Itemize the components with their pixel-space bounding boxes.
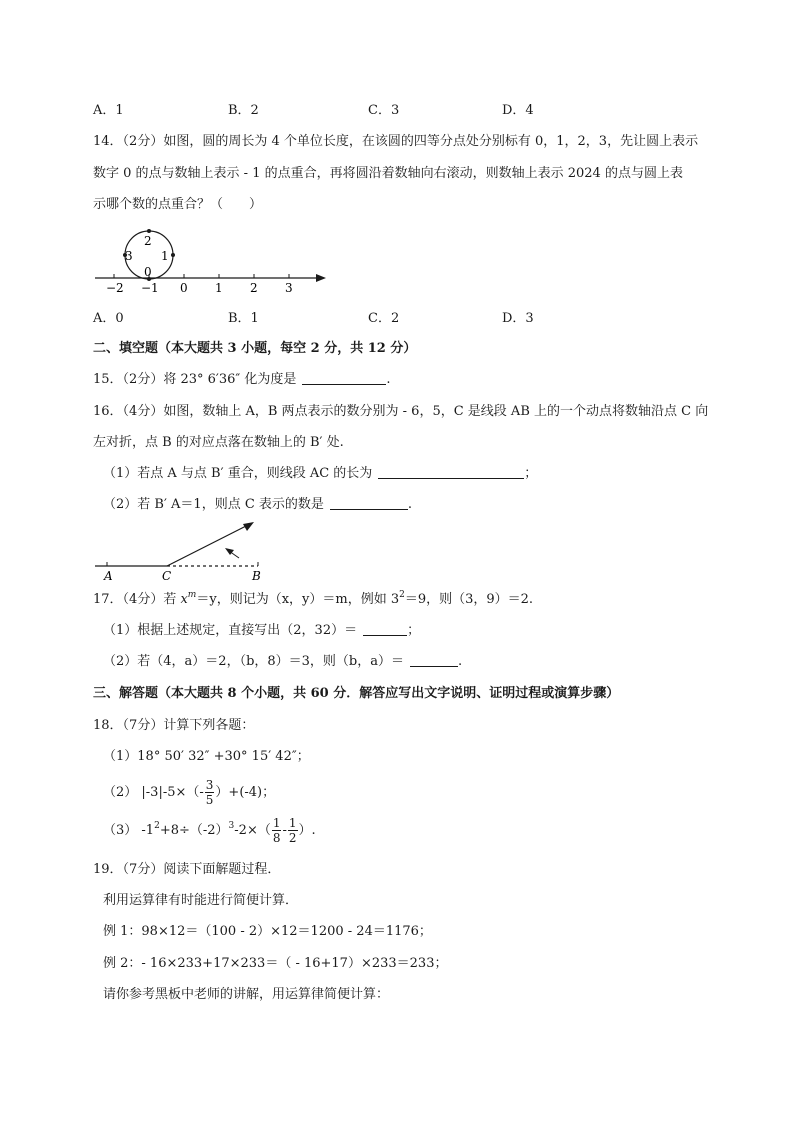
circle-label-0: 0	[144, 265, 152, 279]
q17-sub1-answer-blank[interactable]	[363, 623, 407, 636]
tick-label-2: 2	[250, 281, 258, 295]
q19-title: 19．（7分）阅读下面解题过程．	[93, 862, 281, 877]
q19-example-1: 例 1：98×12＝（100 - 2）×12＝1200 - 24＝1176；	[103, 924, 432, 939]
q17-sub-2: （2）若（4，a）＝2，（b，8）＝3，则（b，a）＝ .	[103, 654, 463, 669]
q14-line-2: 数字 0 的点与数轴上表示 - 1 的点重合，再将圆沿着数轴向右滚动，则数轴上表示 2024 的点与圆上表	[93, 166, 683, 181]
fraction-1-8: $\frac{1}{8}$	[272, 816, 281, 845]
q15-text: 15．（2分）将 23° 6′36″ 化为度是	[93, 372, 297, 387]
q16-sub2-answer-blank[interactable]	[330, 497, 408, 510]
fig-label-b: B	[252, 569, 261, 583]
q13-option-d: D．4	[502, 103, 534, 118]
q19-instruction: 请你参考黑板中老师的讲解，用运算律简便计算：	[103, 987, 390, 1002]
q18-sub-1: （1）18° 50′ 32″ +30° 15′ 42″；	[103, 749, 310, 764]
circle-label-3: 3	[125, 249, 133, 263]
q14-line-3: 示哪个数的点重合？（ ）	[93, 197, 263, 212]
q18-title: 18．（7分）计算下列各题：	[93, 718, 255, 733]
q16-sub-2: （2）若 B′ A＝1，则点 C 表示的数是 .	[103, 497, 413, 512]
q15: 15．（2分）将 23° 6′36″ 化为度是 .	[93, 372, 391, 387]
q17-sub-1: （1）根据上述规定，直接写出（2，32）＝ ；	[103, 623, 421, 638]
tick-label-0: 0	[180, 281, 188, 295]
circle-label-2: 2	[144, 234, 152, 248]
q13-option-b: B．2	[228, 103, 259, 118]
tick-label-neg2: −2	[106, 281, 124, 295]
q17-line-1: 17．（4分）若 $x^m=y$，则记为（x，y）＝m，例如 $3^2=9$，则（3，9）＝2.	[93, 590, 534, 607]
section-2-heading: 二、填空题（本大题共 3 小题，每空 2 分，共 12 分）	[93, 341, 417, 356]
tick-label-neg1: −1	[141, 281, 159, 295]
q14-circle-number-line-figure	[90, 226, 330, 296]
q14-option-b: B．1	[228, 311, 259, 326]
q14-option-d: D．3	[502, 311, 534, 326]
q16-folding-figure	[95, 520, 275, 584]
q14-line-1: 14．（2分）如图，圆的周长为 4 个单位长度，在该圆的四等分点处分别标有 0，1，2，3，先让圆上表示	[93, 134, 699, 149]
fraction-3-5: $\frac{3}{5}$	[205, 778, 214, 807]
fig-label-a: A	[104, 569, 113, 583]
fraction-1-2: $\frac{1}{2}$	[288, 816, 297, 845]
section-3-heading: 三、解答题（本大题共 8 个小题，共 60 分．解答应写出文字说明、证明过程或演算步骤）	[93, 686, 620, 701]
tick-label-1: 1	[215, 281, 223, 295]
q16-line-1: 16．（4分）如图，数轴上 A，B 两点表示的数分别为 - 6，5，C 是线段 AB 上的一个动点将数轴沿点 C 向	[93, 404, 709, 419]
fig-label-c: C	[162, 569, 172, 583]
q19-example-2: 例 2：- 16×233+17×233＝（ - 16+17）×233＝233；	[103, 956, 448, 971]
q17-sub2-answer-blank[interactable]	[410, 654, 458, 667]
q13-option-c: C．3	[368, 103, 400, 118]
q14-option-c: C．2	[368, 311, 400, 326]
q18-sub-2: （2） |-3|-5×（- $\frac{3}{5}$ ）+(-4)；	[103, 778, 276, 807]
q14-option-a: A．0	[93, 311, 124, 326]
q16-sub-1: （1）若点 A 与点 B′ 重合，则线段 AC 的长为 ；	[103, 466, 538, 481]
q19-line-1: 利用运算律有时能进行简便计算．	[103, 893, 299, 908]
q16-line-2: 左对折，点 B 的对应点落在数轴上的 B′ 处.	[93, 435, 344, 450]
q13-option-a: A．1	[93, 103, 124, 118]
circle-label-1: 1	[161, 249, 169, 263]
q16-sub1-answer-blank[interactable]	[378, 466, 524, 479]
q15-answer-blank[interactable]	[302, 372, 386, 385]
tick-label-3: 3	[285, 281, 293, 295]
q18-sub-3: （3） $-1^2+8\div(-2)^3-2\times$（ $\frac{1}{8}$ - $\frac{1}{2}$ ）.	[103, 816, 316, 845]
